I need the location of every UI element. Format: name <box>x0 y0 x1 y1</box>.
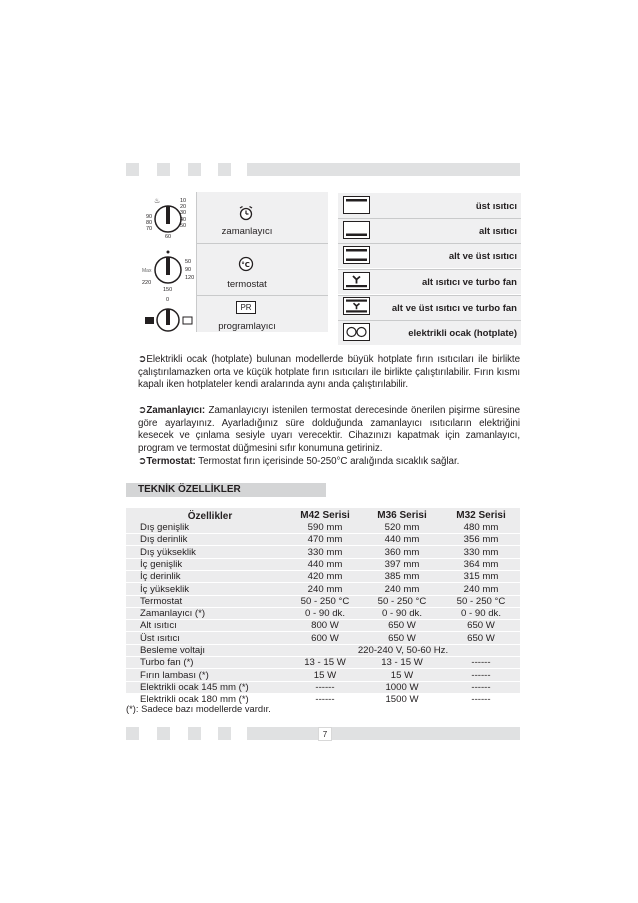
top-bottom-heater-fan-icon <box>343 297 370 315</box>
spec-row <box>126 645 520 657</box>
spec-label: Fırın lambası (*) <box>140 669 209 681</box>
spec-value: ------ <box>315 694 335 706</box>
divider <box>338 320 521 321</box>
spec-row <box>126 633 520 645</box>
spec-row <box>126 657 520 669</box>
spec-row <box>126 571 520 583</box>
timer-label: zamanlayıcı <box>221 226 273 237</box>
spec-value: 480 mm <box>463 522 499 533</box>
spec-label: Dış genişlik <box>140 522 190 533</box>
spec-row <box>126 596 520 608</box>
spec-value: 360 mm <box>384 546 420 558</box>
spec-row <box>126 670 520 682</box>
arrow-icon: ➲ <box>138 405 147 416</box>
top-bottom-heater-icon <box>343 246 370 264</box>
spec-header-m36: M36 Serisi <box>377 510 427 521</box>
spec-value: 13 - 15 W <box>304 657 346 669</box>
spec-row <box>126 682 520 694</box>
spec-value: ------ <box>471 681 491 693</box>
programmer-icon: PR <box>236 301 256 314</box>
spec-row <box>126 547 520 559</box>
thermostat-label: termostat <box>227 279 267 290</box>
programmer-label: programlayıcı <box>218 321 276 332</box>
spec-value: 364 mm <box>463 558 499 570</box>
spec-label: Zamanlayıcı (*) <box>140 608 206 620</box>
thermostat-tick-max: Max <box>142 268 152 274</box>
spec-value: 0 - 90 dk. <box>305 608 345 620</box>
spec-value: 650 W <box>388 620 416 632</box>
function-label: alt ve üst ısıtıcı <box>448 251 517 262</box>
spec-value: ------ <box>471 694 491 706</box>
footer-square <box>218 727 231 740</box>
thermometer-icon <box>238 256 254 272</box>
spec-label: Elektrikli ocak 180 mm (*) <box>140 694 249 706</box>
spec-value: 440 mm <box>384 534 420 546</box>
spec-value: 800 W <box>311 620 339 632</box>
spec-label: Üst ısıtıcı <box>140 632 180 644</box>
header-square <box>188 163 201 176</box>
spec-label: Elektrikli ocak 145 mm (*) <box>140 681 249 693</box>
programmer-tick-top: 0 <box>166 297 170 303</box>
spec-value: 15 W <box>313 669 337 681</box>
spec-value: 590 mm <box>307 522 343 533</box>
footer-square <box>126 727 139 740</box>
spec-row <box>126 522 520 534</box>
spec-value: ------ <box>471 669 491 681</box>
spec-value: 470 mm <box>307 534 343 546</box>
spec-label: Besleme voltajı <box>140 645 206 656</box>
header-bar <box>247 163 520 176</box>
spec-value-merged: 220-240 V, 50-60 Hz. <box>357 645 449 656</box>
hotplate-icon <box>343 323 370 341</box>
spec-label: Turbo fan (*) <box>140 657 194 669</box>
timer-ticks-right: 10 20 30 40 50 <box>180 198 187 229</box>
spec-value: 50 - 250 °C <box>300 595 350 607</box>
spec-value: 13 - 15 W <box>381 657 423 669</box>
spec-label: İç derinlik <box>140 571 181 583</box>
timer-tick-bottom: 60 <box>165 234 172 240</box>
timer-ticks-left: 90 80 70 <box>146 214 153 233</box>
function-label: alt ısıtıcı <box>478 226 517 237</box>
spec-row <box>126 620 520 632</box>
spec-label: İç genişlik <box>140 558 183 570</box>
section-title: TEKNİK ÖZELLİKLER <box>138 484 241 495</box>
bottom-heater-icon <box>343 221 370 239</box>
spec-header-m42: M42 Serisi <box>300 510 350 521</box>
spec-value: ------ <box>471 657 491 669</box>
alarm-clock-icon <box>238 205 254 221</box>
spec-label: Termostat <box>140 595 183 607</box>
spec-value: 650 W <box>388 632 416 644</box>
spec-value: 240 mm <box>463 583 499 595</box>
spec-value: 15 W <box>390 669 414 681</box>
spec-row <box>126 608 520 620</box>
paragraph-hotplate: ➲Elektrikli ocak (hotplate) bulunan modellerde büyük hotplate fırın ısıtıcıları ile birlikte çalıştırılamazken orta ve küçük hotplate fırın ısıtıcıları ile birlikte çalıştırılabilir. Fırın kısmı kapalı iken hotplateler kendi aralarında aynı anda çalıştırılabilir. <box>138 354 520 391</box>
top-heater-icon <box>343 196 370 214</box>
footer-square <box>188 727 201 740</box>
spec-value: 600 W <box>311 632 339 644</box>
spec-row <box>126 584 520 596</box>
spec-value: 330 mm <box>307 546 343 558</box>
divider <box>338 243 521 244</box>
spec-value: 420 mm <box>307 571 343 583</box>
function-label: alt ve üst ısıtıcı ve turbo fan <box>391 303 517 314</box>
thermostat-tick-left: 220 <box>142 280 152 286</box>
spec-label: İç yükseklik <box>140 583 190 595</box>
arrow-icon: ➲ <box>138 354 147 365</box>
spec-value: 240 mm <box>307 583 343 595</box>
arrow-icon: ➲ <box>138 456 147 467</box>
spec-header-features: Özellikler <box>187 511 233 522</box>
spec-value: 0 - 90 dk. <box>461 608 501 620</box>
function-label: elektrikli ocak (hotplate) <box>408 328 517 339</box>
spec-value: 650 W <box>467 632 495 644</box>
spec-header-m32: M32 Serisi <box>456 510 506 521</box>
spec-value: 315 mm <box>463 571 499 583</box>
spec-label: Dış derinlik <box>140 534 188 546</box>
spec-value: 520 mm <box>384 522 420 533</box>
spec-value: 330 mm <box>463 546 499 558</box>
spec-value: 440 mm <box>307 558 343 570</box>
divider <box>338 295 521 296</box>
header-square <box>218 163 231 176</box>
spec-value: 356 mm <box>463 534 499 546</box>
spec-value: 397 mm <box>384 558 420 570</box>
thermostat-ticks-right: 50 90 120 <box>185 259 195 281</box>
divider <box>338 218 521 219</box>
spec-value: 50 - 250 °C <box>456 595 506 607</box>
spec-value: 0 - 90 dk. <box>382 608 422 620</box>
bottom-heater-fan-icon <box>343 272 370 290</box>
spec-row <box>126 559 520 571</box>
paragraph-thermostat: ➲Termostat: Termostat fırın içerisinde 50-250°C aralığında sıcaklık sağlar. <box>138 456 460 467</box>
function-label: üst ısıtıcı <box>475 201 517 212</box>
header-square <box>126 163 139 176</box>
thermostat-tick-bottom: 150 <box>163 287 173 293</box>
svg-text:°C: °C <box>241 261 250 269</box>
spec-value: 50 - 250 °C <box>377 595 427 607</box>
function-label: alt ısıtıcı ve turbo fan <box>421 277 517 288</box>
footer-bar <box>247 727 520 740</box>
spec-label: Alt ısıtıcı <box>140 620 177 632</box>
footnote: (*): Sadece bazı modellerde vardır. <box>126 703 271 714</box>
paragraph-timer: ➲Zamanlayıcı: Zamanlayıcıyı istenilen termostat derecesinde önerilen pişirme süresine göre ayarlayınız. Ayarladığınız süre dolduğunda zamanlayıcı ısıtıcıların elektriğini kesecek ve çınlama sesiyle uyarı verecektir. Cihazınızı kapatmak için zamanlayıcı, program ve termostat düğmesini sıfır konumuna getiriniz. <box>138 405 520 454</box>
spec-value: 240 mm <box>384 583 420 595</box>
spec-value: ------ <box>315 681 335 693</box>
footer-square <box>157 727 170 740</box>
spec-value: 650 W <box>467 620 495 632</box>
spec-value: 1500 W <box>385 694 419 706</box>
svg-text:♨: ♨ <box>154 197 161 205</box>
spec-value: 1000 W <box>385 681 419 693</box>
divider <box>338 269 521 270</box>
page-number: 7 <box>318 727 332 741</box>
divider <box>196 192 197 332</box>
spec-value: 385 mm <box>384 571 420 583</box>
header-square <box>157 163 170 176</box>
spec-row <box>126 534 520 546</box>
spec-label: Dış yükseklik <box>140 546 196 558</box>
